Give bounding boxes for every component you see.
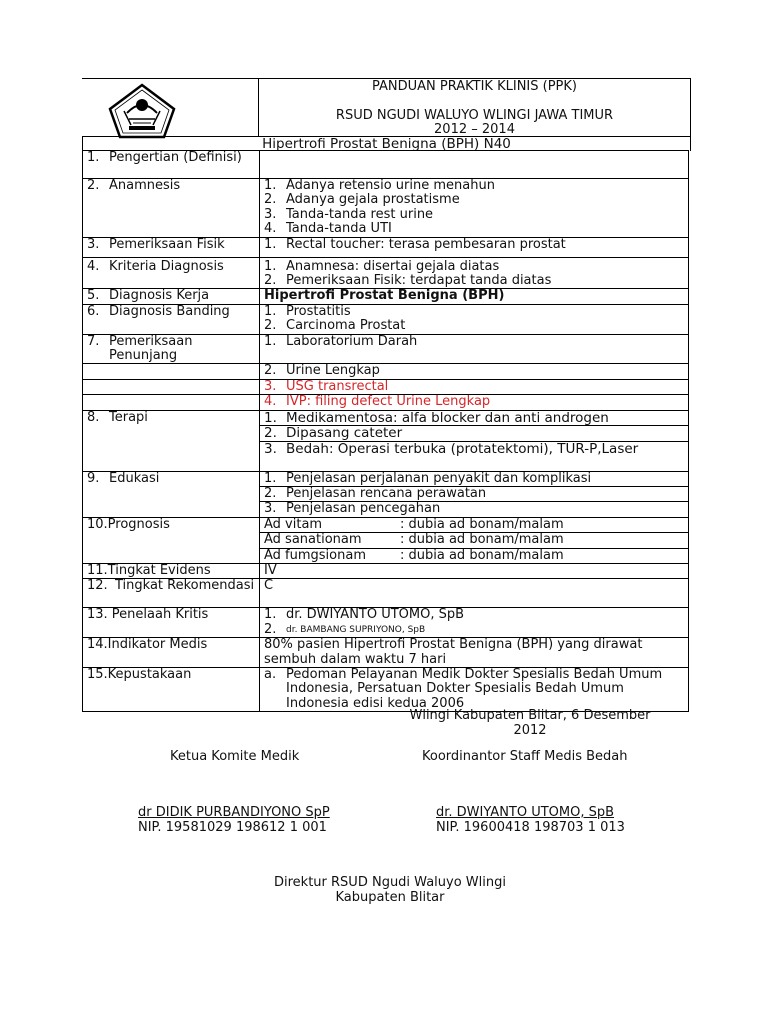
row-label: Pemeriksaan Fisik — [109, 236, 225, 252]
table-row: 4. Kriteria Diagnosis 1. Anamnesa: disertai gejala diatas 2. Pemeriksaan Fisik: terdapat tanda diatas — [83, 257, 689, 289]
table-row: 6. Diagnosis Banding 1. Prostatitis 2. Carcinoma Prostat — [83, 304, 689, 334]
left-signer — [138, 806, 330, 835]
table-row: 1. Pengertian (Definisi) — [83, 151, 689, 179]
header-title-cell — [258, 78, 691, 137]
list-item: 3. USG transrectal — [264, 378, 389, 394]
list-item: 4. Tanda-tanda UTI — [264, 221, 392, 237]
list-item: 2. Pemeriksaan Fisik: terdapat tanda diatas — [264, 273, 552, 289]
list-item: 3. Bedah: Operasi terbuka (protatektomi), TUR-P,Laser — [264, 440, 639, 457]
disease-title: Hipertrofi Prostat Benigna (BPH) N40 — [82, 136, 691, 151]
list-item: 1. Adanya retensio urine menahun — [264, 178, 495, 193]
list-item: a. Pedoman Pelayanan Medik Dokter Spesialis Bedah Umum Indonesia, Persatuan Dokter Spesialis Bedah Umum Indonesia edisi kedua 2006 — [264, 666, 663, 711]
row-label: Kriteria Diagnosis — [109, 258, 224, 274]
row-label: Tingkat Rekomendasi — [115, 578, 255, 594]
evidence-value: IV — [260, 563, 689, 578]
prognosis-item: Ad sanationam : dubia ad bonam/malam — [264, 532, 564, 548]
row-label: 13. Penelaah Kritis — [83, 608, 260, 638]
row-label: Diagnosis Kerja — [109, 288, 210, 304]
table-row: 12. Tingkat Rekomendasi C — [83, 579, 689, 608]
list-item: 1. Anamnesa: disertai gejala diatas — [264, 258, 500, 274]
list-item: 1. Prostatitis — [264, 303, 351, 319]
table-row: 5. Diagnosis Kerja Hipertrofi Prostat Benigna (BPH) — [83, 289, 689, 304]
row-label: Terapi — [109, 409, 148, 425]
table-row — [83, 517, 689, 532]
list-item: 3. Tanda-tanda rest urine — [264, 206, 434, 222]
list-item: 2. Carcinoma Prostat — [264, 318, 406, 334]
table-row — [83, 608, 689, 638]
list-item: 3. Penjelasan pencegahan — [264, 501, 441, 517]
right-signer-name: dr. DWIYANTO UTOMO, SpB — [436, 805, 615, 820]
table-row: 9. Edukasi 1. Penjelasan perjalanan penyakit dan komplikasi — [83, 471, 689, 486]
row-label: Diagnosis Banding — [109, 303, 230, 319]
left-signer-title: Ketua Komite Medik — [170, 749, 300, 764]
list-item: 2. Urine Lengkap — [264, 363, 380, 379]
table-row — [83, 638, 689, 668]
table-row: 7. Pemeriksaan Penunjang 1. Laboratorium Darah — [83, 334, 689, 364]
left-signer-name: dr DIDIK PURBANDIYONO SpP — [138, 805, 330, 820]
row-label: Edukasi — [109, 470, 160, 486]
right-signer-nip: NIP. 19600418 198703 1 013 — [436, 819, 625, 835]
list-item: 2. dr. BAMBANG SUPRIYONO, SpB — [264, 621, 426, 637]
prognosis-item: Ad fumgsionam : dubia ad bonam/malam — [264, 547, 564, 563]
list-item: 2. Penjelasan rencana perawatan — [264, 485, 487, 501]
table-row: 3. Pemeriksaan Fisik 1. Rectal toucher: terasa pembesaran prostat — [83, 237, 689, 257]
ppk-heading: PANDUAN PRAKTIK KLINIS (PPK) — [372, 79, 577, 94]
kabupaten-blitar-logo — [107, 83, 177, 139]
director-signature: Direktur RSUD Ngudi Waluyo Wlingi Kabupaten Blitar — [274, 875, 506, 905]
indicator-value: 80% pasien Hipertrofi Prostat Benigna (BPH) yang dirawat sembuh dalam waktu 7 hari — [260, 638, 689, 668]
table-row — [83, 563, 689, 578]
signature-date: Wlingi Kabupaten Blitar, 6 Desember 2012 — [409, 708, 651, 738]
list-item: 1. Penjelasan perjalanan penyakit dan komplikasi — [264, 470, 592, 486]
list-item: 1. Rectal toucher: terasa pembesaran prostat — [264, 236, 566, 252]
logo-cell — [82, 78, 258, 137]
row-label: Pemeriksaan Penunjang — [109, 333, 193, 364]
table-row — [83, 667, 689, 711]
list-item: 1. Medikamentosa: alfa blocker dan anti androgen — [264, 409, 609, 426]
right-signer-title: Koordinantor Staff Medis Bedah — [422, 749, 628, 764]
prognosis-item: Ad vitam : dubia ad bonam/malam — [264, 516, 564, 532]
row-label: 10.Prognosis — [87, 516, 170, 532]
recommendation-value: C — [260, 579, 689, 608]
list-item: 2. Dipasang cateter — [264, 425, 403, 442]
table-row — [83, 395, 689, 410]
row-label: Pengertian (Definisi) — [109, 150, 242, 165]
left-signer-nip: NIP. 19581029 198612 1 001 — [138, 819, 327, 835]
list-item: 1. dr. DWIYANTO UTOMO, SpB — [264, 607, 465, 623]
row-label: 15.Kepustakaan — [83, 667, 260, 711]
table-row — [83, 364, 689, 379]
table-row: 2. Anamnesis 1. Adanya retensio urine menahun 2. Adanya gejala prostatisme 3. Tanda-tanda rest urine 4. Tanda-tanda UTI — [83, 179, 689, 238]
year-range: 2012 – 2014 — [434, 122, 515, 137]
table-row: 8. Terapi 1. Medikamentosa: alfa blocker dan anti androgen — [83, 410, 689, 425]
right-signer — [436, 806, 625, 835]
row-label: Anamnesis — [109, 178, 181, 193]
list-item: 4. IVP: filing defect Urine Lengkap — [264, 394, 491, 410]
ppk-table — [82, 150, 689, 712]
hospital-name: RSUD NGUDI WALUYO WLINGI JAWA TIMUR — [335, 107, 614, 123]
row-label: 11.Tingkat Evidens — [83, 563, 260, 578]
list-item: 1. Laboratorium Darah — [264, 333, 418, 349]
table-row — [83, 379, 689, 394]
list-item: 2. Adanya gejala prostatisme — [264, 192, 460, 208]
row-label: 14.Indikator Medis — [83, 638, 260, 668]
diagnosis-value: Hipertrofi Prostat Benigna (BPH) — [260, 289, 689, 304]
